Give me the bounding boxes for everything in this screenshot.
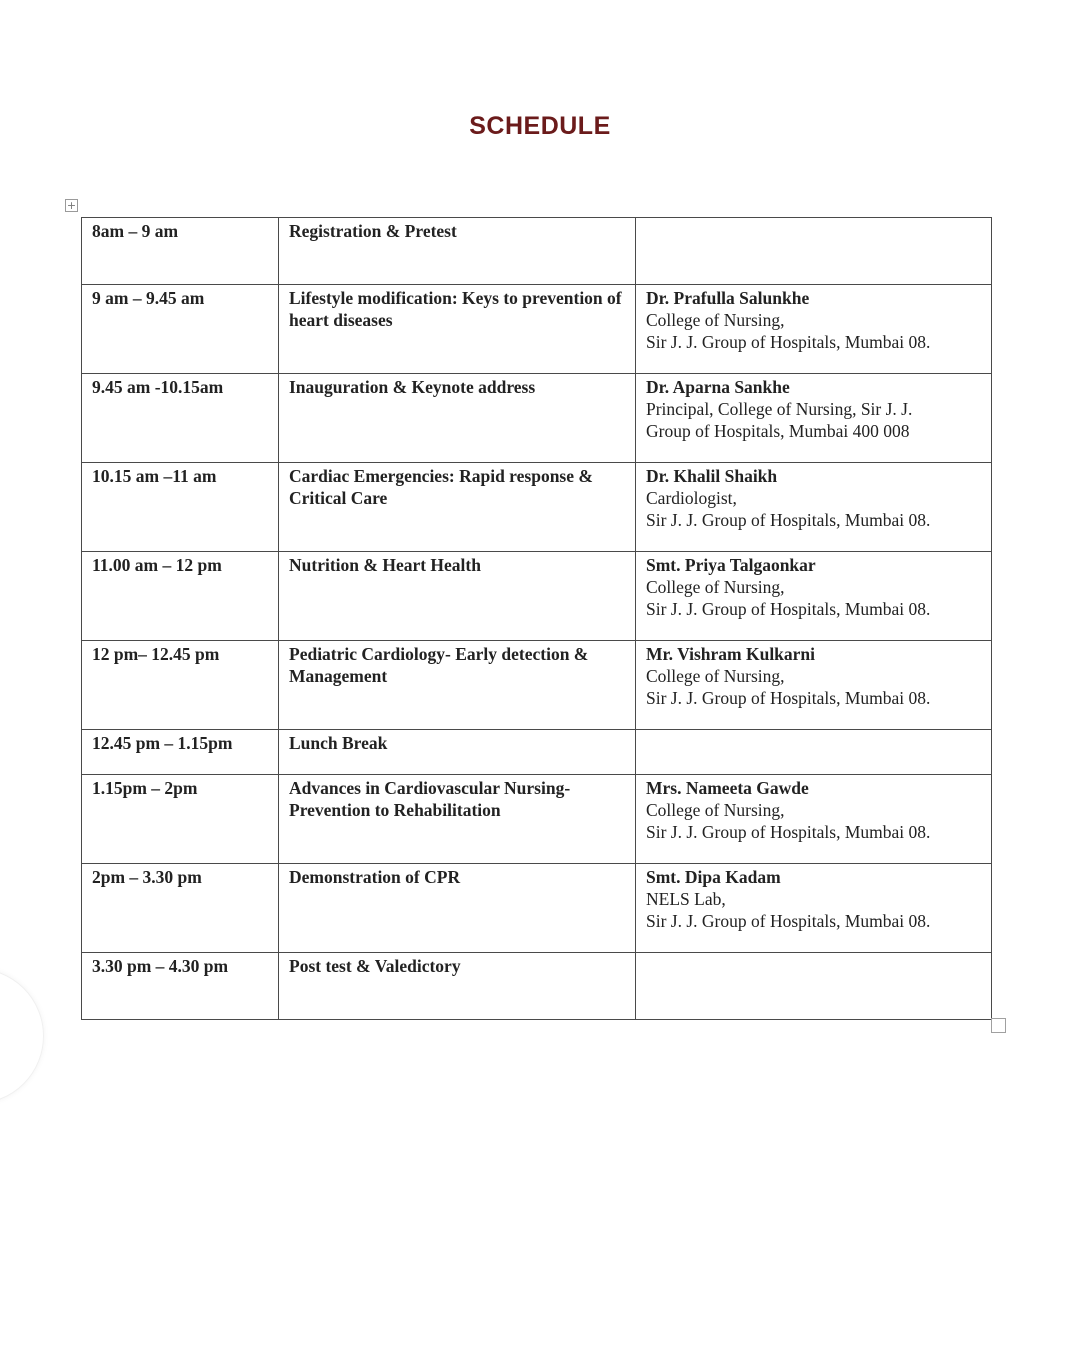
speaker-cell[interactable] xyxy=(636,775,992,864)
speaker-affiliation: College of Nursing, xyxy=(646,310,785,330)
schedule-row xyxy=(82,285,992,374)
time-cell[interactable]: 12.45 pm – 1.15pm xyxy=(82,730,279,775)
schedule-row xyxy=(82,953,992,1020)
speaker-affiliation: College of Nursing, xyxy=(646,800,785,820)
speaker-cell[interactable] xyxy=(636,552,992,641)
schedule-row xyxy=(82,775,992,864)
speaker-cell[interactable] xyxy=(636,864,992,953)
speaker-cell[interactable] xyxy=(636,374,992,463)
speaker-cell[interactable] xyxy=(636,285,992,374)
speaker-affiliation: Sir J. J. Group of Hospitals, Mumbai 08. xyxy=(646,822,931,842)
time-cell[interactable]: 2pm – 3.30 pm xyxy=(82,864,279,953)
speaker-affiliation: Sir J. J. Group of Hospitals, Mumbai 08. xyxy=(646,332,931,352)
speaker-cell[interactable] xyxy=(636,730,992,775)
time-cell[interactable]: 9 am – 9.45 am xyxy=(82,285,279,374)
topic-cell[interactable]: Cardiac Emergencies: Rapid response & Critical Care xyxy=(279,463,636,552)
schedule-row xyxy=(82,552,992,641)
topic-cell[interactable]: Post test & Valedictory xyxy=(279,953,636,1020)
topic-cell[interactable]: Registration & Pretest xyxy=(279,218,636,285)
schedule-row xyxy=(82,641,992,730)
speaker-cell[interactable] xyxy=(636,953,992,1020)
topic-cell[interactable]: Advances in Cardiovascular Nursing- Prevention to Rehabilitation xyxy=(279,775,636,864)
speaker-name: Mrs. Nameeta Gawde xyxy=(646,778,809,798)
speaker-name: Dr. Prafulla Salunkhe xyxy=(646,288,810,308)
time-cell[interactable]: 10.15 am –11 am xyxy=(82,463,279,552)
speaker-name: Mr. Vishram Kulkarni xyxy=(646,644,816,664)
speaker-affiliation: Sir J. J. Group of Hospitals, Mumbai 08. xyxy=(646,911,931,931)
speaker-affiliation: Sir J. J. Group of Hospitals, Mumbai 08. xyxy=(646,510,931,530)
speaker-affiliation: College of Nursing, xyxy=(646,577,785,597)
schedule-row xyxy=(82,463,992,552)
speaker-cell[interactable] xyxy=(636,463,992,552)
schedule-row xyxy=(82,864,992,953)
schedule-row xyxy=(82,218,992,285)
speaker-name: Dr. Aparna Sankhe xyxy=(646,377,790,397)
time-cell[interactable]: 1.15pm – 2pm xyxy=(82,775,279,864)
table-resize-handle-icon[interactable] xyxy=(991,1018,1006,1033)
topic-cell[interactable]: Lifestyle modification: Keys to prevention of heart diseases xyxy=(279,285,636,374)
topic-cell[interactable]: Lunch Break xyxy=(279,730,636,775)
speaker-cell[interactable] xyxy=(636,218,992,285)
time-cell[interactable]: 9.45 am -10.15am xyxy=(82,374,279,463)
topic-cell[interactable]: Demonstration of CPR xyxy=(279,864,636,953)
decorative-circle xyxy=(0,968,44,1104)
speaker-name: Smt. Priya Talgaonkar xyxy=(646,555,816,575)
speaker-affiliation: Sir J. J. Group of Hospitals, Mumbai 08. xyxy=(646,688,931,708)
speaker-affiliation: Group of Hospitals, Mumbai 400 008 xyxy=(646,421,910,441)
time-cell[interactable]: 3.30 pm – 4.30 pm xyxy=(82,953,279,1020)
time-cell[interactable]: 11.00 am – 12 pm xyxy=(82,552,279,641)
speaker-affiliation: Principal, College of Nursing, Sir J. J. xyxy=(646,399,913,419)
schedule-table xyxy=(81,217,992,1020)
speaker-affiliation: College of Nursing, xyxy=(646,666,785,686)
speaker-affiliation: Cardiologist, xyxy=(646,488,737,508)
speaker-affiliation: NELS Lab, xyxy=(646,889,726,909)
speaker-cell[interactable] xyxy=(636,641,992,730)
table-move-handle-icon[interactable]: + xyxy=(66,199,77,212)
topic-cell[interactable]: Pediatric Cardiology- Early detection & Management xyxy=(279,641,636,730)
topic-cell[interactable]: Nutrition & Heart Health xyxy=(279,552,636,641)
page-title: SCHEDULE xyxy=(469,112,611,140)
schedule-row xyxy=(82,374,992,463)
time-cell[interactable]: 12 pm– 12.45 pm xyxy=(82,641,279,730)
speaker-name: Dr. Khalil Shaikh xyxy=(646,466,778,486)
time-cell[interactable]: 8am – 9 am xyxy=(82,218,279,285)
speaker-name: Smt. Dipa Kadam xyxy=(646,867,781,887)
topic-cell[interactable]: Inauguration & Keynote address xyxy=(279,374,636,463)
schedule-row xyxy=(82,730,992,775)
speaker-affiliation: Sir J. J. Group of Hospitals, Mumbai 08. xyxy=(646,599,931,619)
